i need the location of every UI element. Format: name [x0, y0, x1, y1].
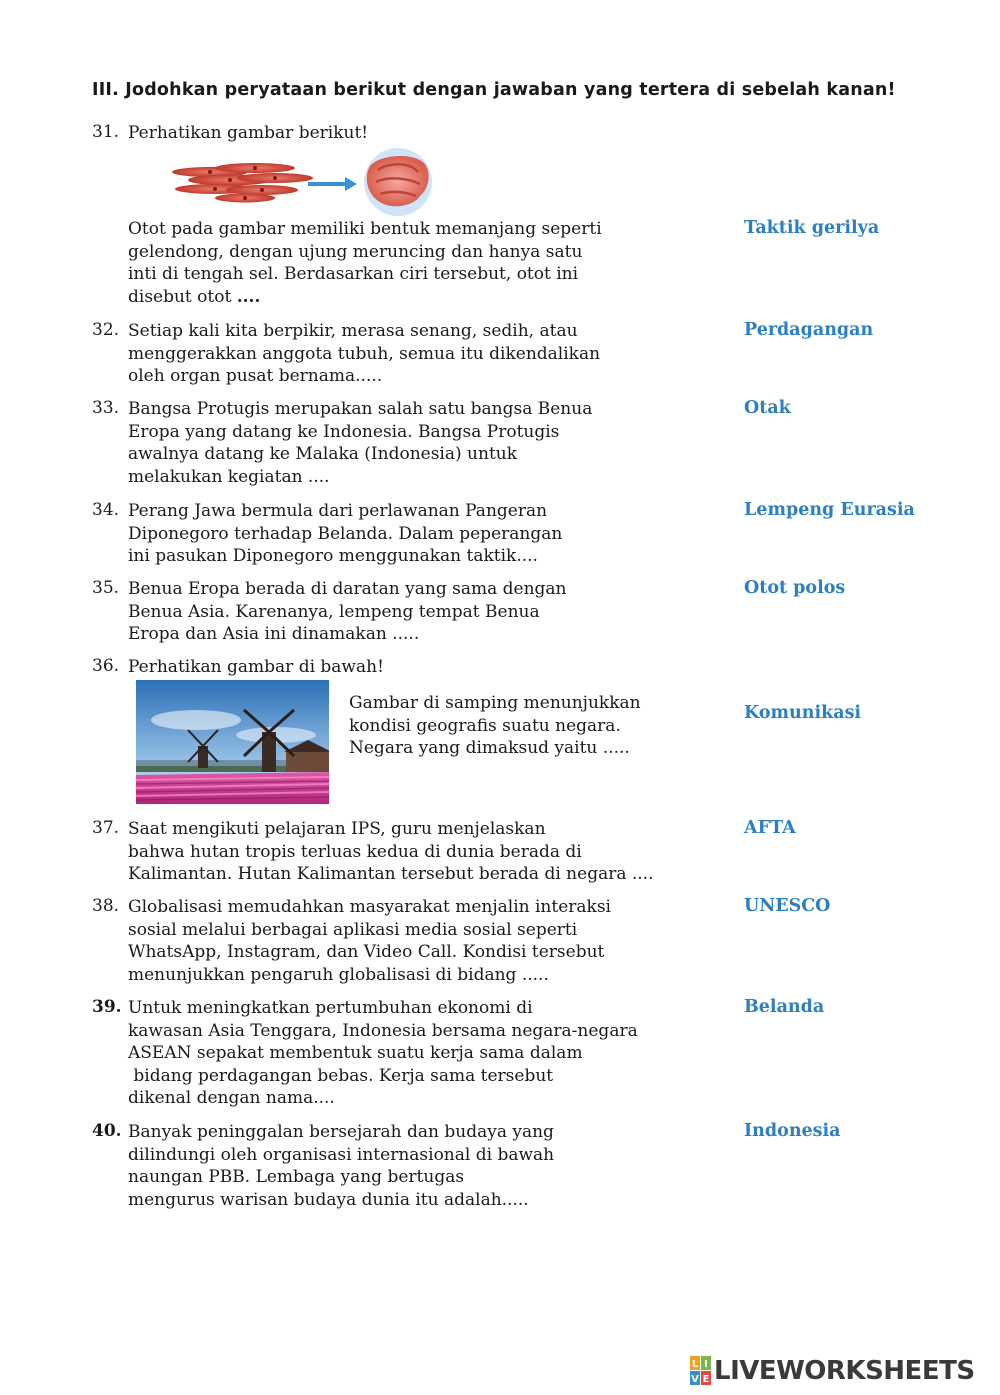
question-number: 32.	[92, 320, 120, 340]
logo-text: LIVEWORKSHEETS	[714, 1356, 975, 1386]
question-number: 39.	[92, 997, 122, 1017]
liveworksheets-logo	[690, 1355, 975, 1387]
live-badge-icon	[690, 1356, 712, 1386]
question-text: Benua Eropa berada di daratan yang sama dengan Benua Asia. Karenanya, lempeng tempat Benua Eropa dan Asia ini dinamakan .....	[128, 579, 567, 644]
answer-option[interactable]: Lempeng Eurasia	[744, 500, 915, 520]
answer-option[interactable]: Indonesia	[744, 1121, 841, 1141]
svg-text:E: E	[702, 1374, 710, 1385]
svg-text:L: L	[691, 1359, 699, 1370]
question-number: 33.	[92, 398, 120, 418]
question-text: Globalisasi memudahkan masyarakat menjalin interaksi sosial melalui berbagai aplikasi media sosial seperti WhatsApp, Instagram, dan Video Call. Kondisi tersebut menunjukkan pengaruh globalisasi di bidang .....	[128, 897, 611, 985]
question-text: Gambar di samping menunjukkan kondisi geografis suatu negara. Negara yang dimaksud yaitu .....	[349, 693, 641, 758]
question-text: Perang Jawa bermula dari perlawanan Pangeran Diponegoro terhadap Belanda. Dalam peperangan ini pasukan Diponegoro menggunakan taktik....	[128, 501, 563, 566]
question-number: 38.	[92, 896, 120, 916]
answer-option[interactable]: Perdagangan	[744, 320, 874, 340]
question-text: Banyak peninggalan bersejarah dan budaya yang dilindungi oleh organisasi internasional di bawah naungan PBB. Lembaga yang bertugas mengurus warisan budaya dunia itu adalah.....	[128, 1122, 555, 1210]
svg-text:I: I	[704, 1359, 708, 1370]
question-number: 31.	[92, 122, 120, 142]
question-text: Otot pada gambar memiliki bentuk memanjang seperti gelendong, dengan ujung meruncing dan hanya satu inti di tengah sel. Berdasarkan ciri tersebut, otot ini disebut otot ....	[128, 219, 602, 307]
question-text: Setiap kali kita berpikir, merasa senang, sedih, atau menggerakkan anggota tubuh, semua itu dikendalikan oleh organ pusat bernama.....	[128, 321, 601, 386]
answer-option[interactable]: Komunikasi	[744, 703, 862, 723]
question-text: Bangsa Protugis merupakan salah satu bangsa Benua Eropa yang datang ke Indonesia. Bangsa Protugis awalnya datang ke Malaka (Indonesia) untuk melakukan kegiatan ....	[128, 399, 593, 487]
answer-option[interactable]: AFTA	[744, 818, 796, 838]
question-text: Untuk meningkatkan pertumbuhan ekonomi di kawasan Asia Tenggara, Indonesia bersama negara-negara ASEAN sepakat membentuk suatu kerja sama dalam bidang perdagangan bebas. Kerja sama tersebut dikenal dengan nama....	[128, 998, 638, 1108]
muscle-cells-image	[170, 146, 435, 216]
question-number: 37.	[92, 818, 120, 838]
answer-option[interactable]: Belanda	[744, 997, 825, 1017]
answer-option[interactable]: UNESCO	[744, 896, 831, 916]
question-number: 34.	[92, 500, 120, 520]
question-number: 40.	[92, 1121, 122, 1141]
question-text: Saat mengikuti pelajaran IPS, guru menjelaskan bahwa hutan tropis terluas kedua di dunia berada di Kalimantan. Hutan Kalimantan tersebut berada di negara ....	[128, 819, 654, 884]
svg-text:V: V	[691, 1374, 699, 1385]
section-heading: III. Jodohkan peryataan berikut dengan jawaban yang tertera di sebelah kanan!	[92, 80, 896, 100]
answer-option[interactable]: Otak	[744, 398, 791, 418]
question-intro: Perhatikan gambar berikut!	[128, 123, 369, 143]
answer-option[interactable]: Otot polos	[744, 578, 846, 598]
windmill-tulip-image	[136, 680, 329, 804]
question-number: 36.	[92, 656, 120, 676]
question-intro: Perhatikan gambar di bawah!	[128, 657, 384, 677]
answer-option[interactable]: Taktik gerilya	[744, 218, 880, 238]
question-number: 35.	[92, 578, 120, 598]
